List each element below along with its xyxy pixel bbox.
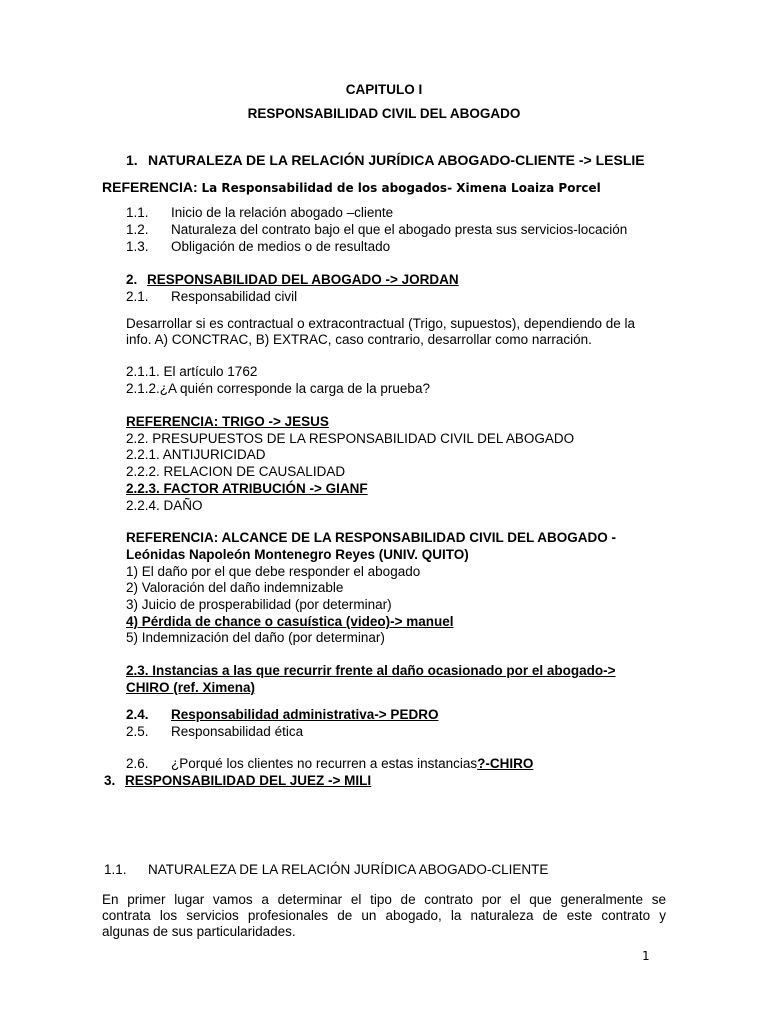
section1-number: 1. [126, 152, 138, 168]
item-1-2-text: Naturaleza del contrato bajo el que el abogado presta sus servicios-locación [171, 222, 628, 237]
section3-number: 3. [104, 773, 116, 788]
reference-text: La Responsabilidad de los abogados- Ximena Loaiza Porcel [201, 181, 601, 195]
list-item: 2) Valoración del daño indemnizable [126, 580, 344, 595]
chapter-label: CAPITULO I [345, 82, 423, 97]
body-paragraph-line: algunas de sus particularidades. [102, 924, 296, 939]
item-2-2-3: 2.2.3. FACTOR ATRIBUCIÓN -> GIANF [126, 481, 368, 496]
reference-label: REFERENCIA: [102, 179, 198, 195]
item-2-2-1: 2.2.1. ANTIJURICIDAD [126, 447, 266, 462]
item-1-3-number: 1.3. [126, 239, 149, 254]
item-2-4-number: 2.4. [126, 707, 149, 722]
item-2-2-2: 2.2.2. RELACION DE CAUSALIDAD [126, 464, 346, 479]
item-2-2: 2.2. PRESUPUESTOS DE LA RESPONSABILIDAD CIVIL DEL ABOGADO [126, 431, 575, 446]
item-2-1-1: 2.1.1. El artículo 1762 [126, 364, 258, 379]
body-subsection-heading: NATURALEZA DE LA RELACIÓN JURÍDICA ABOGADO-CLIENTE [148, 862, 549, 877]
section2-number: 2. [126, 272, 138, 287]
page-title: RESPONSABILIDAD CIVIL DEL ABOGADO [247, 106, 521, 121]
list-item: 4) Pérdida de chance o casuística (video)-> manuel [126, 614, 454, 629]
page-number: 1 [642, 949, 650, 963]
section3-heading: RESPONSABILIDAD DEL JUEZ -> MILI [125, 773, 372, 788]
item-2-6-question: ¿Porqué los clientes no recurren a estas instancias [171, 756, 478, 771]
item-1-1-text: Inicio de la relación abogado –cliente [171, 205, 394, 220]
list-item: 5) Indemnización del daño (por determinar) [126, 630, 385, 645]
item-2-1-text: Responsabilidad civil [171, 289, 298, 304]
body-paragraph-line: En primer lugar vamos a determinar el tipo de contrato por el que generalmente se [102, 892, 666, 907]
body-subsection-number: 1.1. [104, 862, 127, 877]
list-item: 3) Juicio de prosperabilidad (por determinar) [126, 597, 392, 612]
item-2-5-number: 2.5. [126, 724, 149, 739]
item-2-6-text [171, 756, 533, 772]
item-2-5-text: Responsabilidad ética [171, 724, 304, 739]
item-2-6-assignee: ?-CHIRO [477, 756, 534, 771]
item-2-2-4: 2.2.4. DAÑO [126, 498, 203, 513]
reference-trigo: REFERENCIA: TRIGO -> JESUS [126, 414, 329, 429]
item-1-2-number: 1.2. [126, 222, 149, 237]
item-2-3-continued: CHIRO (ref. Ximena) [126, 680, 256, 695]
item-2-1-2: 2.1.2.¿A quién corresponde la carga de la prueba? [126, 381, 430, 396]
paragraph-line: info. A) CONCTRAC, B) EXTRAC, caso contrario, desarrollar como narración. [126, 332, 592, 347]
item-2-3: 2.3. Instancias a las que recurrir frente al daño ocasionado por el abogado-> [126, 663, 616, 678]
section1-reference [102, 179, 601, 196]
body-paragraph-line: contrata los servicios profesionales de un abogado, la naturaleza de este contrato y [102, 908, 666, 923]
reference-alcance: REFERENCIA: ALCANCE DE LA RESPONSABILIDAD CIVIL DEL ABOGADO - [126, 530, 617, 545]
reference-alcance-author: Leónidas Napoleón Montenegro Reyes (UNIV. QUITO) [126, 547, 469, 562]
section2-heading: RESPONSABILIDAD DEL ABOGADO -> JORDAN [147, 272, 459, 287]
item-1-1-number: 1.1. [126, 205, 149, 220]
paragraph-line: Desarrollar si es contractual o extracontractual (Trigo, supuestos), dependiendo de la [126, 316, 636, 331]
item-2-1-number: 2.1. [126, 289, 149, 304]
item-1-3-text: Obligación de medios o de resultado [171, 239, 391, 254]
item-2-6-number: 2.6. [126, 756, 149, 771]
section1-heading: NATURALEZA DE LA RELACIÓN JURÍDICA ABOGADO-CLIENTE -> LESLIE [148, 152, 645, 168]
list-item: 1) El daño por el que debe responder el abogado [126, 564, 421, 579]
item-2-4-text: Responsabilidad administrativa-> PEDRO [171, 707, 439, 722]
